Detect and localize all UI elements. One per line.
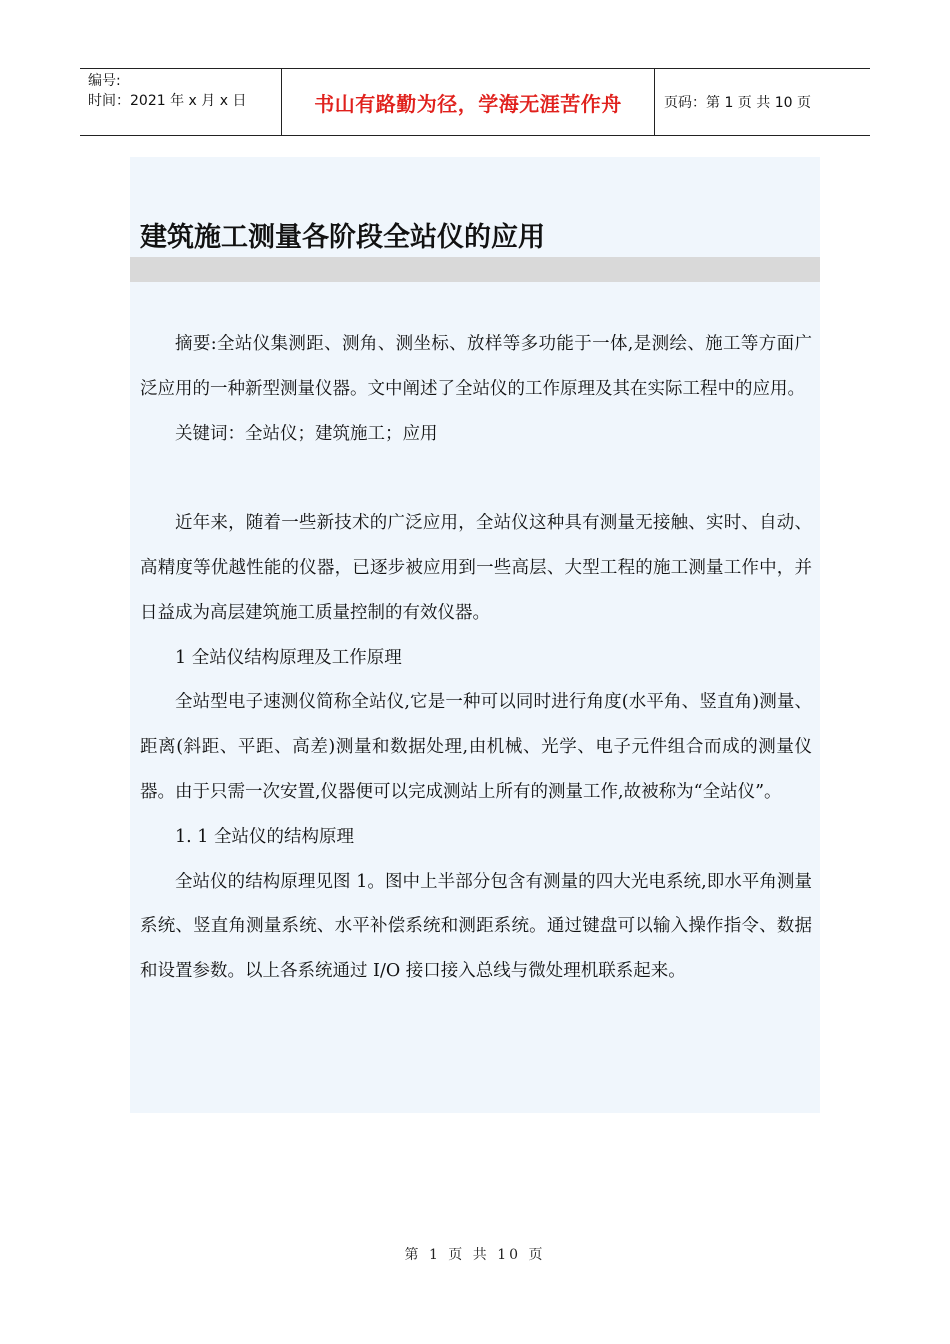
title-divider-bar	[130, 257, 820, 282]
content-panel	[130, 157, 820, 1113]
document-number-label: 编号:	[88, 73, 121, 89]
header-meta	[80, 69, 282, 135]
keywords-paragraph: 关键词：全站仪；建筑施工；应用	[175, 423, 438, 444]
abstract-paragraph: 摘要:全站仪集测距、测角、测坐标、放样等多功能于一体,是测绘、施工等方面广泛应用的一种新型测量仪器。文中阐述了全站仪的工作原理及其在实际工程中的应用。	[140, 334, 812, 399]
header-motto-cell	[282, 69, 655, 135]
paragraph-spacer	[140, 456, 812, 501]
section-1-heading: 1 全站仪结构原理及工作原理	[175, 647, 402, 668]
header-table	[80, 68, 870, 136]
document-time-label: 时间：2021 年 x 月 x 日	[88, 93, 247, 109]
intro-paragraph: 近年来，随着一些新技术的广泛应用，全站仪这种具有测量无接触、实时、自动、高精度等优越性能的仪器，已逐步被应用到一些高层、大型工程的施工测量工作中，并日益成为高层建筑施工质量控制的有效仪器。	[140, 513, 812, 623]
section-1-1-paragraph: 全站仪的结构原理见图 1。图中上半部分包含有测量的四大光电系统,即水平角测量系统、竖直角测量系统、水平补偿系统和测距系统。通过键盘可以输入操作指令、数据和设置参数。以上各系统通过 I/O 接口接入总线与微处理机联系起来。	[140, 871, 812, 982]
document-body	[140, 322, 812, 994]
section-1-paragraph: 全站型电子速测仪简称全站仪,它是一种可以同时进行角度(水平角、竖直角)测量、距离(斜距、平距、高差)测量和数据处理,由机械、光学、电子元件组合而成的测量仪器。由于只需一次安置,仪器便可以完成测站上所有的测量工作,故被称为“全站仪”。	[140, 692, 812, 802]
header-page-info-cell	[655, 69, 870, 135]
document-title: 建筑施工测量各阶段全站仪的应用	[140, 222, 545, 253]
section-1-1-heading: 1. 1 全站仪的结构原理	[175, 826, 354, 847]
page-footer: 第 1 页 共 10 页	[404, 1247, 546, 1263]
header-motto: 书山有路勤为径，学海无涯苦作舟	[314, 91, 622, 116]
header-page-info: 页码：第 1 页 共 10 页	[664, 95, 811, 111]
